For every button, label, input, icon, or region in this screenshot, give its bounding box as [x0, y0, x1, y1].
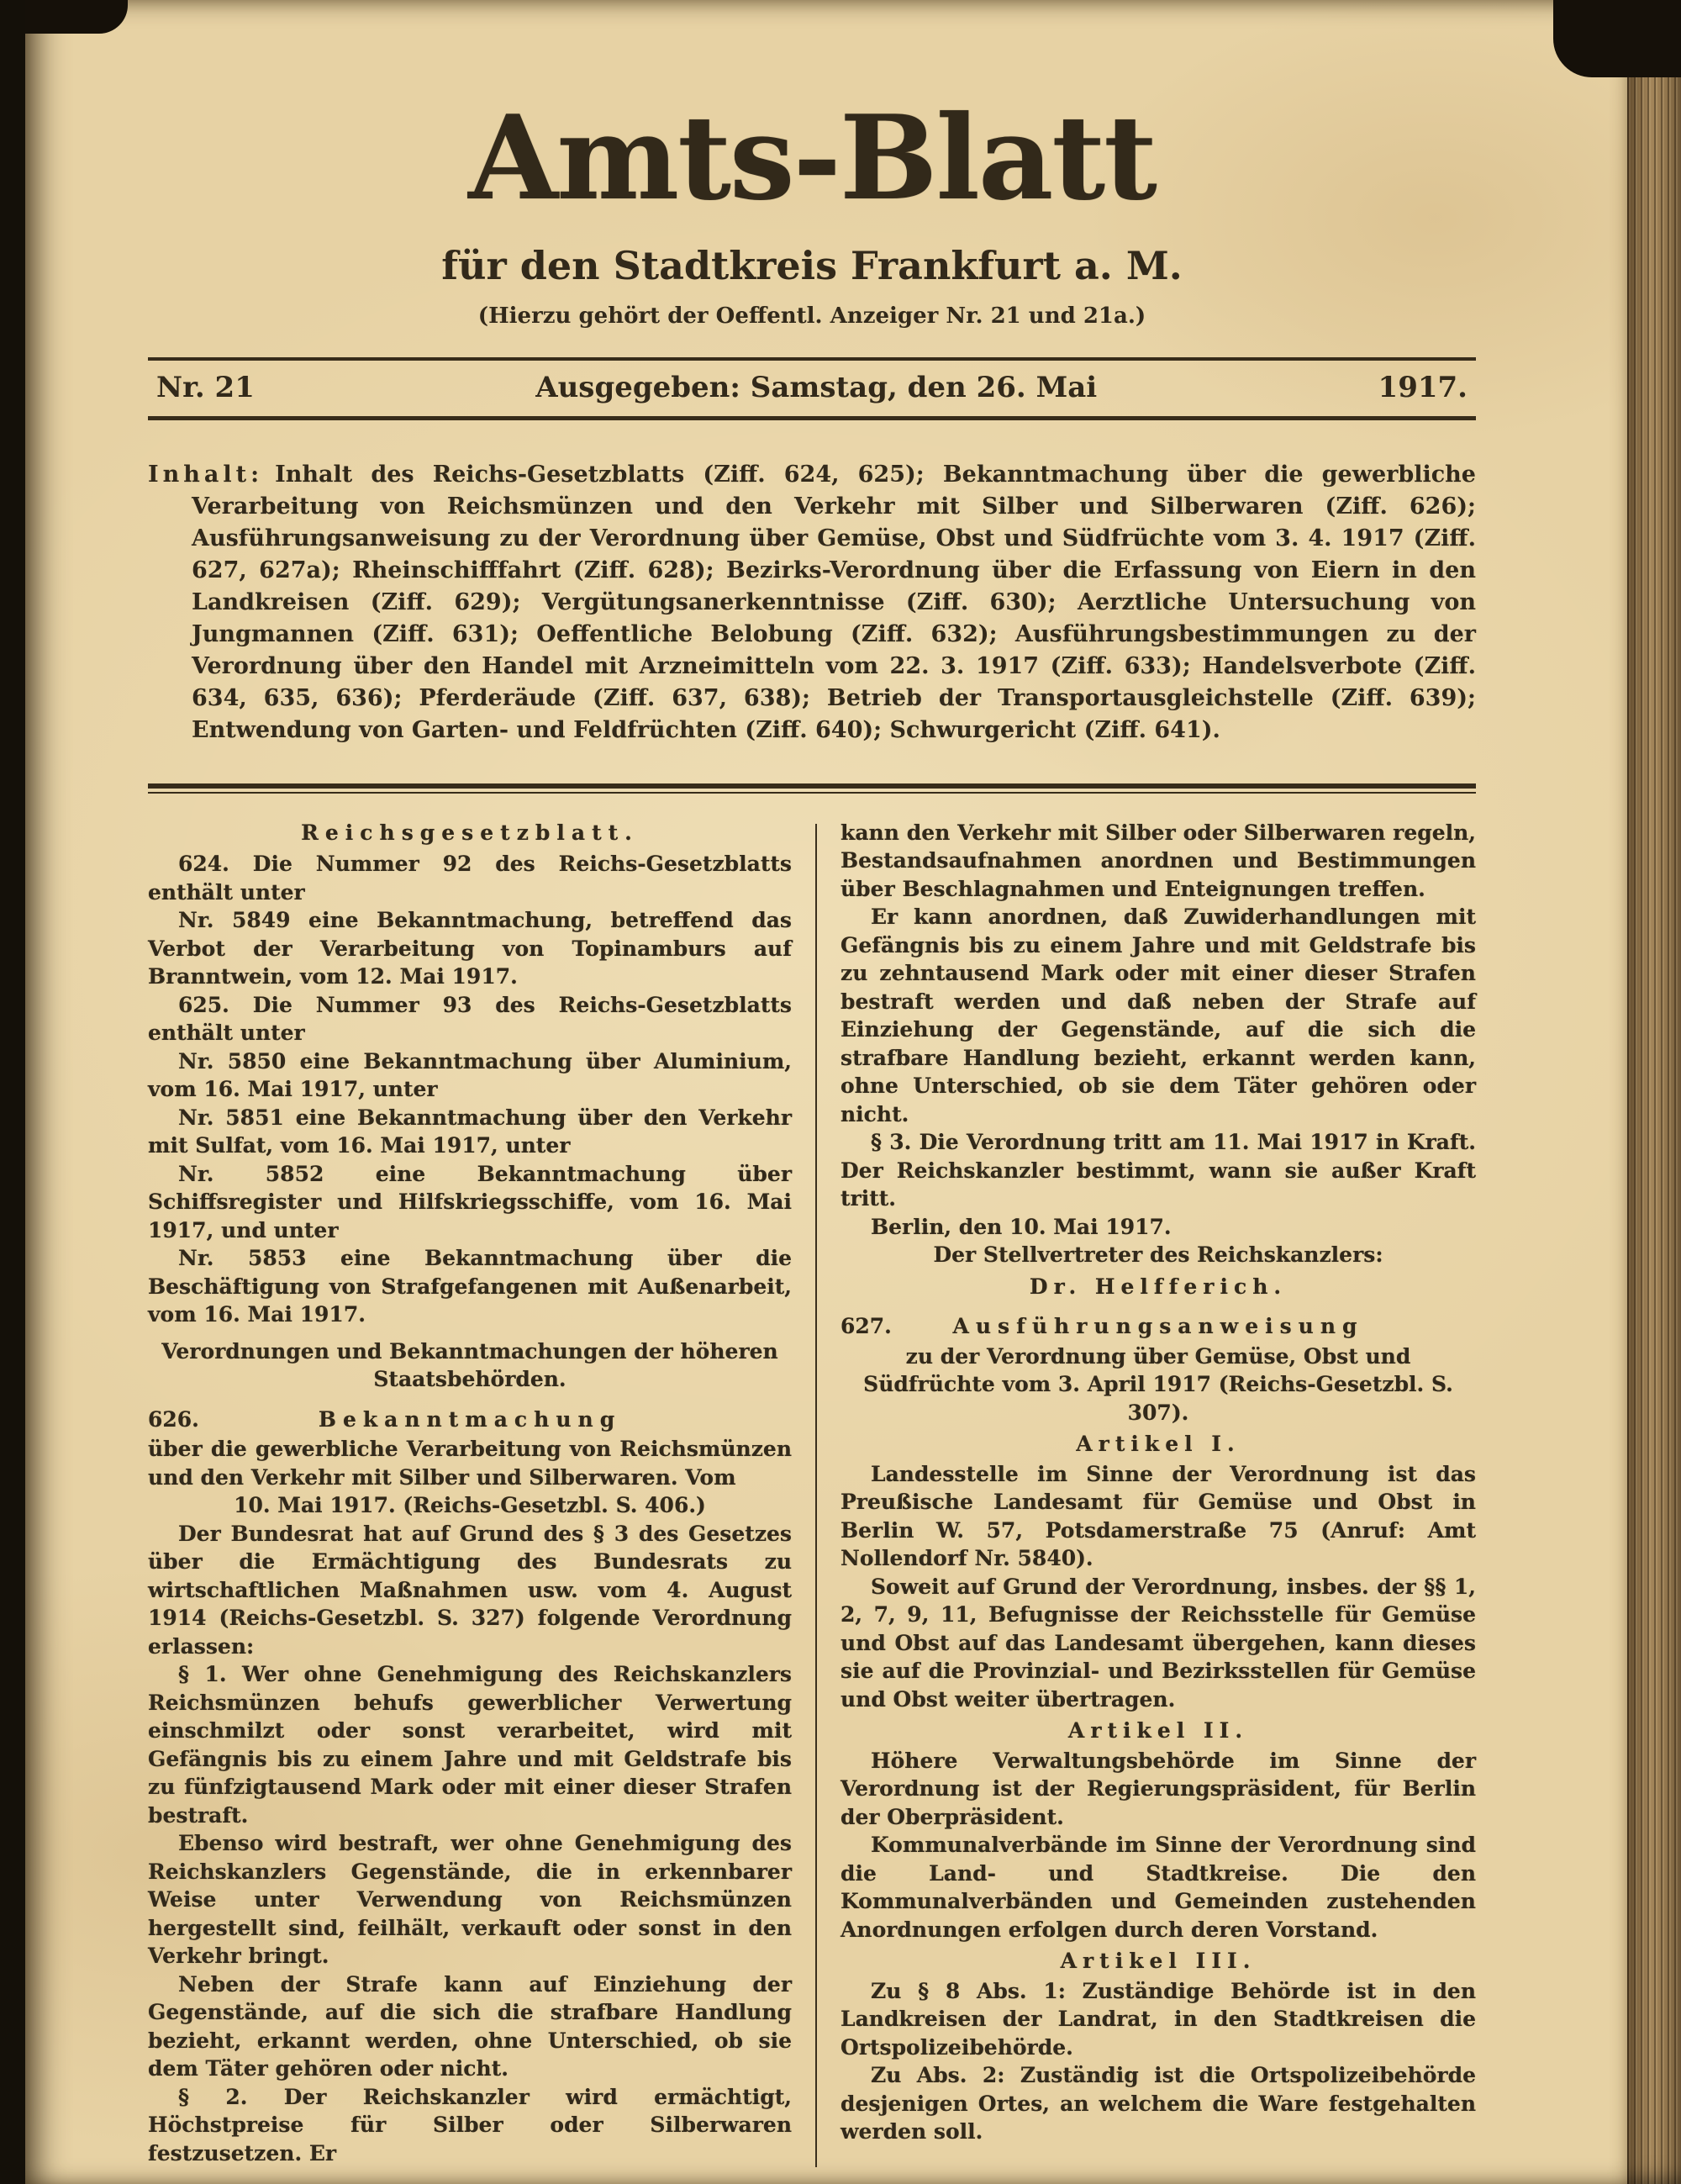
artikel-3-paragraph-b: Zu Abs. 2: Zuständig ist die Ortspolizeibehörde desjenigen Ortes, an welchem die Ware festgehalten werden soll.: [840, 2063, 1476, 2144]
item-626-paragraph-1b: Ebenso wird bestraft, wer ohne Genehmigung des Reichskanzlers Gegenstände, die in erkennbarer Weise unter Verwendung von Reichsmünzen hergestellt sind, feilhält, verkauft oder sonst in den Verkehr bringt.: [148, 1831, 792, 1969]
item-626-date-line: 10. Mai 1917. (Reichs-Gesetzbl. S. 406.): [234, 1493, 706, 1518]
item-624-nr-5849: Nr. 5849 eine Bekanntmachung, betreffend das Verbot der Verarbeitung von Topinamburs auf Branntwein, vom 12. Mai 1917.: [148, 908, 792, 989]
item-626-paragraph-3: § 3. Die Verordnung tritt am 11. Mai 1917 in Kraft. Der Reichskanzler bestimmt, wann sie außer Kraft tritt.: [840, 1130, 1476, 1211]
heading-artikel-1: Artikel I.: [1076, 1432, 1241, 1457]
column-divider-rule: [815, 824, 817, 2168]
item-626-heading: [148, 1406, 792, 1434]
item-626-intro: Der Bundesrat hat auf Grund des § 3 des Gesetzes über die Ermächtigung des Bundesrats zu wirtschaftlichen Maßnahmen usw. vom 4. August 1914 (Reichs-Gesetzbl. S. 327) folgende Verordnung erlassen:: [148, 1521, 792, 1659]
item-626-paragraph-1: § 1. Wer ohne Genehmigung des Reichskanzlers Reichsmünzen behufs gewerblicher Verwertung einschmilzt oder sonst verarbeitet, wird mit Gefängnis bis zu einem Jahre und mit Geldstrafe bis zu fünfzigtausend Mark oder mit einer dieser Strafen bestraft.: [148, 1662, 792, 1828]
item-626-subtitle: über die gewerbliche Verarbeitung von Reichsmünzen und den Verkehr mit Silber und Silberwaren. Vom: [148, 1437, 792, 1490]
artikel-3-paragraph-a: Zu § 8 Abs. 1: Zuständige Behörde ist in den Landkreisen der Landrat, in den Stadtkreisen die Ortspolizeibehörde.: [840, 1978, 1476, 2060]
section-divider-thick: [148, 783, 1476, 789]
artikel-1-paragraph-a: Landesstelle im Sinne der Verordnung ist das Preußische Landesamt für Gemüse und Obst in Berlin W. 57, Potsdamerstraße 75 (Anruf: Amt Nollendorf Nr. 5840).: [840, 1461, 1476, 1571]
artikel-1-paragraph-b: Soweit auf Grund der Verordnung, insbes. der §§ 1, 2, 7, 9, 11, Befugnisse der Reichsstelle für Gemüse und Obst auf das Landesamt übergehen, kann dieses sie auf die Provinzial- und Bezirksstellen für Gemüse und Obst weiter übertragen.: [840, 1574, 1476, 1712]
item-number: 626.: [148, 1406, 199, 1432]
book-page-stack-edge: [1627, 0, 1681, 2184]
heading-artikel-2: Artikel II.: [1067, 1718, 1249, 1744]
item-626-paragraph-2: § 2. Der Reichskanzler wird ermächtigt, Höchstpreise für Silber oder Silberwaren festzusetzen. Er: [148, 2084, 792, 2166]
section-divider-thin: [148, 792, 1476, 794]
item-625-nr-5850: Nr. 5850 eine Bekanntmachung über Aluminium, vom 16. Mai 1917, unter: [148, 1048, 792, 1102]
item-625-nr-5853: Nr. 5853 eine Bekanntmachung über die Beschäftigung von Strafgefangenen mit Außenarbeit, vom 16. Mai 1917.: [148, 1246, 792, 1327]
masthead-subtitle: für den Stadtkreis Frankfurt a. M.: [441, 242, 1183, 288]
heading-artikel-3: Artikel III.: [1060, 1949, 1257, 1974]
issue-number: Nr. 21: [156, 370, 255, 404]
item-number: 627.: [840, 1314, 892, 1339]
scan-corner-shadow-top-left: [25, 0, 128, 34]
paper-page: [25, 0, 1627, 2184]
item-626-paragraph-2-continued: kann den Verkehr mit Silber oder Silberwaren regeln, Bestandsaufnahmen anordnen und Bestimmungen über Beschlagnahmen und Enteignungen treffen.: [840, 820, 1476, 901]
item-626-paragraph-2b: Er kann anordnen, daß Zuwiderhandlungen mit Gefängnis bis zu einem Jahre und mit Geldstrafe bis zu zehntausend Mark oder mit einer dieser Strafen bestraft werden und daß neben der Strafe auf Einziehung der Gegenstände, auf die sich die strafbare Handlung bezieht, erkannt werden kann, ohne Unterschied, ob sie dem Täter gehören oder nicht.: [840, 905, 1476, 1126]
page-content: [25, 0, 1627, 2167]
toc-text: Inhalt des Reichs-Gesetzblatts (Ziff. 624, 625); Bekanntmachung über die gewerbliche Verarbeitung von Reichsmünzen und den Verkehr mit Silber und Silberwaren (Ziff. 626); Ausführungsanweisung zu der Verordnung über Gemüse, Obst und Südfrüchte vom 3. 4. 1917 (Ziff. 627, 627a); Rheinschifffahrt (Ziff. 628); Bezirks-Verordnung über die Erfassung von Eiern in den Landkreisen (Ziff. 629); Vergütungsanerkenntnisse (Ziff. 630); Aerztliche Untersuchung von Jungmannen (Ziff. 631); Oeffentliche Belobung (Ziff. 632); Ausführungsbestimmungen zu der Verordnung über den Handel mit Arzneimitteln vom 22. 3. 1917 (Ziff. 633); Handelsverbote (Ziff. 634, 635, 636); Pferderäude (Ziff. 637, 638); Betrieb der Transportausgleichstelle (Ziff. 639); Entwendung von Garten- und Feldfrüchten (Ziff. 640); Schwurgericht (Ziff. 641).: [192, 461, 1476, 743]
item-title: Ausführungsanweisung: [952, 1314, 1364, 1339]
item-627-heading: [840, 1312, 1476, 1341]
item-626-signature-name: Dr. Helfferich.: [1029, 1274, 1288, 1299]
issue-bar: [148, 357, 1476, 420]
issue-year: 1917.: [1378, 370, 1468, 404]
scan-corner-shadow-top-right: [1553, 0, 1681, 77]
artikel-2-paragraph-b: Kommunalverbände im Sinne der Verordnung sind die Land- und Stadtkreise. Die den Kommunalverbänden und Gemeinden zustehenden Anordnungen erfolgen durch deren Vorstand.: [840, 1833, 1476, 1942]
left-column: [148, 819, 792, 2168]
issue-date: Ausgegeben: Samstag, den 26. Mai: [535, 370, 1098, 404]
item-title: Bekanntmachung: [318, 1406, 622, 1432]
item-number: 624.: [178, 852, 229, 877]
item-626-place-date: Berlin, den 10. Mai 1917.: [871, 1214, 1172, 1239]
item-625-nr-5852: Nr. 5852 eine Bekanntmachung über Schiffsregister und Hilfskriegsschiffe, vom 16. Mai 1917, und unter: [148, 1161, 792, 1242]
heading-verordnungen-staatsbehoerden: Verordnungen und Bekanntmachungen der höheren Staatsbehörden.: [161, 1338, 778, 1392]
masthead: [148, 89, 1476, 329]
masthead-title: Amts-Blatt: [468, 89, 1156, 226]
two-column-body: [148, 819, 1476, 2168]
item-text: Die Nummer 93 des Reichs-Gesetzblatts enthält unter: [148, 992, 792, 1046]
toc-label: Inhalt:: [148, 461, 264, 488]
item-627-subtitle: zu der Verordnung über Gemüse, Obst und Südfrüchte vom 3. April 1917 (Reichs-Gesetzbl. S. 307).: [863, 1343, 1453, 1425]
item-text: Die Nummer 92 des Reichs-Gesetzblatts enthält unter: [148, 852, 792, 905]
item-626-paragraph-1c: Neben der Strafe kann auf Einziehung der Gegenstände, auf die sich die strafbare Handlung bezieht, erkannt werden, ohne Unterschied, ob sie dem Täter gehören oder nicht.: [148, 1971, 792, 2081]
masthead-note: (Hierzu gehört der Oeffentl. Anzeiger Nr. 21 und 21a.): [477, 303, 1146, 329]
heading-reichsgesetzblatt: Reichsgesetzblatt.: [301, 820, 639, 845]
item-625-nr-5851: Nr. 5851 eine Bekanntmachung über den Verkehr mit Sulfat, vom 16. Mai 1917, unter: [148, 1105, 792, 1158]
item-626-signature-role: Der Stellvertreter des Reichskanzlers:: [933, 1242, 1383, 1268]
right-column: [840, 819, 1476, 2168]
item-625: [148, 991, 792, 1047]
table-of-contents: [148, 459, 1476, 746]
item-number: 625.: [178, 992, 229, 1017]
item-624: [148, 850, 792, 906]
artikel-2-paragraph-a: Höhere Verwaltungsbehörde im Sinne der Verordnung ist der Regierungspräsident, für Berlin der Oberpräsident.: [840, 1748, 1476, 1829]
